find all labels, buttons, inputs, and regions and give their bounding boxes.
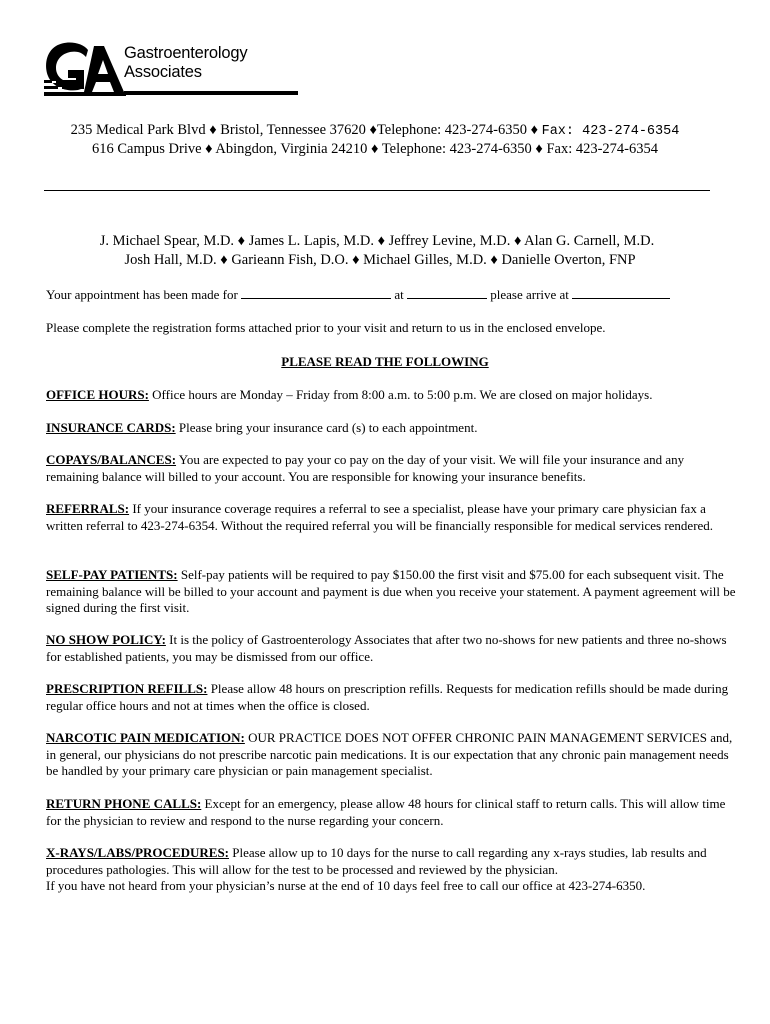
referrals-title: REFERRALS: [46, 501, 130, 516]
logo-underline [124, 91, 298, 95]
physicians-line-2: Josh Hall, M.D. ♦ Garieann Fish, D.O. ♦ Michael Gilles, M.D. ♦ Danielle Overton, FNP [124, 252, 636, 268]
narcotic-title: NARCOTIC PAIN MEDICATION: [46, 730, 245, 745]
company-logo [44, 40, 259, 100]
office-hours-section [46, 387, 736, 404]
return-calls-section [46, 796, 736, 829]
appointment-arrive-label: please arrive at [490, 287, 569, 302]
referrals-section [46, 501, 736, 534]
prescription-title: PRESCRIPTION REFILLS: [46, 681, 208, 696]
appointment-time-field[interactable] [407, 287, 487, 299]
logo-wordmark [124, 44, 247, 82]
logo-line-2: Associates [124, 63, 202, 81]
appointment-line [46, 287, 736, 304]
address-line-1-fax: Fax: 423-274-6354 [541, 124, 680, 139]
xrays-title: X-RAYS/LABS/PROCEDURES: [46, 845, 229, 860]
office-hours-title: OFFICE HOURS: [46, 387, 149, 402]
self-pay-section [46, 567, 736, 617]
self-pay-text: Self-pay patients will be required to pay $150.00 the first visit and $75.00 for each subsequent visit. The remaining balance will be billed to your account and payment is due when you receive your statement. A payment agreement will be signed during the first visit. [46, 567, 736, 615]
insurance-title: INSURANCE CARDS: [46, 420, 176, 435]
appointment-at-label: at [394, 287, 404, 302]
copays-section [46, 452, 736, 485]
referrals-text: If your insurance coverage requires a referral to see a specialist, please have your primary care physician fax a written referral to 423-274-6354. Without the required referral you will be financially responsible for medical services rendered. [46, 501, 714, 533]
section-heading: PLEASE READ THE FOLLOWING [281, 354, 489, 369]
xrays-section [46, 845, 736, 895]
self-pay-title: SELF-PAY PATIENTS: [46, 567, 178, 582]
header-divider [44, 190, 710, 191]
return-calls-text: Except for an emergency, please allow 48 hours for clinical staff to return calls. This will allow time for the physician to review and respond to the nurse regarding your concern. [46, 796, 726, 828]
narcotic-section [46, 730, 736, 780]
xrays-text: Please allow up to 10 days for the nurse to call regarding any x-rays studies, lab results and procedures pathologies. This will allow for the test to be processed and reviewed by the physician. [46, 845, 707, 877]
physicians-line-1: J. Michael Spear, M.D. ♦ James L. Lapis, M.D. ♦ Jeffrey Levine, M.D. ♦ Alan G. Carnell, M.D. [99, 233, 655, 249]
office-hours-text: Office hours are Monday – Friday from 8:00 a.m. to 5:00 p.m. We are closed on major holidays. [148, 387, 653, 402]
prescription-section [46, 681, 736, 714]
insurance-text: Please bring your insurance card (s) to each appointment. [175, 420, 478, 435]
return-calls-title: RETURN PHONE CALLS: [46, 796, 202, 811]
address-line-1-main: 235 Medical Park Blvd ♦ Bristol, Tennessee 37620 ♦Telephone: 423-274-6350 ♦ [70, 122, 538, 138]
copays-title: COPAYS/BALANCES: [46, 452, 177, 467]
address-line-1 [0, 122, 760, 139]
appointment-date-field[interactable] [241, 287, 391, 299]
insurance-section [46, 420, 736, 437]
no-show-title: NO SHOW POLICY: [46, 632, 166, 647]
arrival-time-field[interactable] [572, 287, 670, 299]
address-line-2: 616 Campus Drive ♦ Abingdon, Virginia 24210 ♦ Telephone: 423-274-6350 ♦ Fax: 423-274-6354 [91, 141, 659, 157]
ga-logo-mark-icon [44, 40, 126, 98]
appointment-prefix: Your appointment has been made for [46, 287, 238, 302]
prescription-text: Please allow 48 hours on prescription refills. Requests for medication refills should be made during regular office hours and not at times when the office is closed. [46, 681, 729, 713]
xrays-text-2: If you have not heard from your physician’s nurse at the end of 10 days feel free to call our office at 423-274-6350. [46, 878, 646, 893]
narcotic-text: OUR PRACTICE DOES NOT OFFER CHRONIC PAIN MANAGEMENT SERVICES and, in general, our physicians do not prescribe narcotic pain medications. It is our expectation that any chronic pain management needs be handled by your primary care physician or pain management specialist. [46, 730, 733, 778]
logo-line-1: Gastroenterology [124, 44, 248, 62]
copays-text: You are expected to pay your co pay on the day of your visit. We will file your insurance and any remaining balance will billed to your account. You are responsible for knowing your insurance benefits. [46, 452, 685, 484]
no-show-section [46, 632, 736, 665]
no-show-text: It is the policy of Gastroenterology Associates that after two no-shows for new patients and three no-shows for established patients, you may be dismissed from our office. [46, 632, 727, 664]
registration-instructions: Please complete the registration forms attached prior to your visit and return to us in the enclosed envelope. [46, 320, 606, 335]
